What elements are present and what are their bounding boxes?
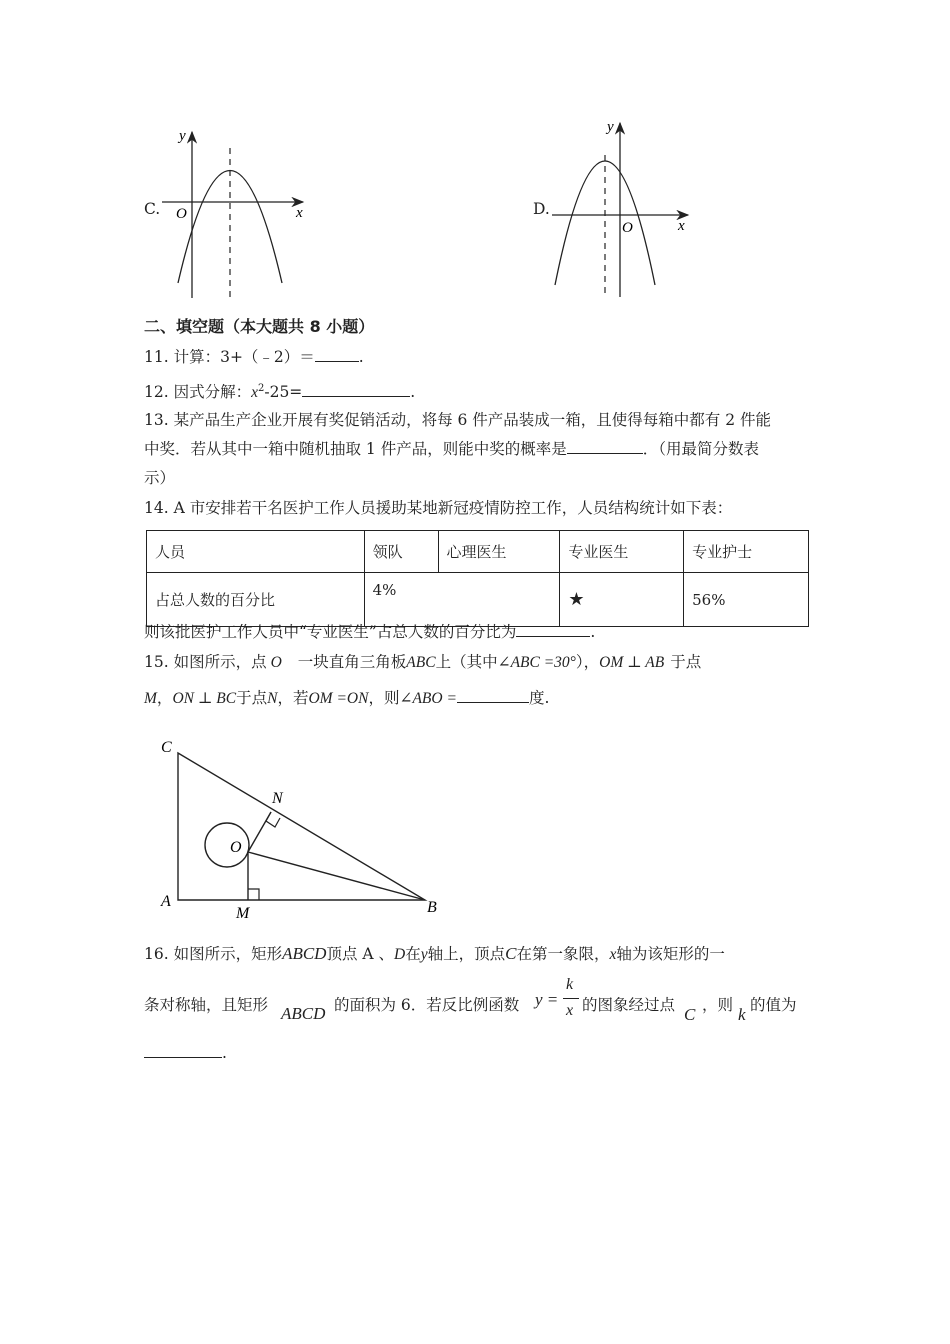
table-cell: 专业护士 <box>684 531 809 573</box>
question-14-intro: 14. A 市安排若干名医护工作人员援助某地新冠疫情防控工作，人员结构统计如下表： <box>144 499 733 517</box>
label-c: C <box>161 739 172 756</box>
point-o-circle <box>205 823 249 867</box>
question-16-line2b: 的面积为 6．若反比例函数 <box>334 996 520 1014</box>
table-cell: 占总人数的百分比 <box>147 573 365 627</box>
option-d-label: D. <box>533 200 550 218</box>
label-o: O <box>230 839 242 856</box>
question-16-abcd: ABCD <box>281 1004 326 1023</box>
question-13-line2: 中奖．若从其中一箱中随机抽取 1 件产品，则能中奖的概率是 ．（用最简分数表 <box>144 440 759 458</box>
right-angle-mark-n <box>266 812 280 827</box>
segment-ob <box>248 852 425 900</box>
fraction-bar <box>563 998 579 999</box>
table-row <box>147 573 809 627</box>
staff-table <box>146 530 809 627</box>
table-cell: 心理医生 <box>438 531 560 573</box>
question-16-answer: . <box>144 1043 227 1063</box>
label-b: B <box>427 899 437 916</box>
question-13-line1: 13. 某产品生产企业开展有奖促销活动，将每 6 件产品装成一箱，且使得每箱中都有 2 件能 <box>144 411 772 429</box>
star-cell: ★ <box>560 573 684 627</box>
axis-x-label: x <box>678 218 685 234</box>
origin-label: O <box>176 206 187 222</box>
triangle-figure <box>150 730 450 925</box>
axis-y-label: y <box>607 119 614 135</box>
table-cell: 领队 <box>364 531 438 573</box>
function-y: y = <box>535 990 559 1009</box>
label-m: M <box>236 905 250 922</box>
table-header-row <box>147 531 809 573</box>
option-c-label: C. <box>144 200 161 218</box>
question-16-k: k <box>738 1005 746 1024</box>
right-angle-mark-m <box>248 889 259 900</box>
question-16-line2a: 条对称轴，且矩形 <box>144 996 269 1014</box>
label-n: N <box>272 790 283 807</box>
option-d-graph <box>550 115 695 300</box>
section-title: 二、填空题（本大题共 8 小题） <box>144 317 375 336</box>
origin-label: O <box>622 220 633 236</box>
table-cell: 专业医生 <box>560 531 684 573</box>
axis-y-label: y <box>179 128 186 144</box>
question-16-line2d: ，则 <box>702 996 734 1014</box>
axis-x-label: x <box>296 205 303 221</box>
question-12: 12. 因式分解：$x^2-25=$ . <box>144 383 416 402</box>
table-cell: 4% <box>364 573 560 627</box>
question-13-line3: 示） <box>144 469 176 487</box>
question-16-point-c: C <box>684 1005 696 1024</box>
table-cell: 56% <box>684 573 809 627</box>
table-cell: 人员 <box>147 531 365 573</box>
fraction-denominator: x <box>566 1002 574 1019</box>
question-14-question: 则该批医护工作人员中“专业医生”占总人数的百分比为 . <box>144 623 596 641</box>
question-16-line1: 16. 如图所示，矩形ABCD顶点 A 、D在y轴上，顶点C在第一象限，x轴为该矩形的一 <box>144 944 725 963</box>
option-c-graph <box>160 120 320 305</box>
label-a: A <box>161 893 171 910</box>
question-11: 11. 计算：3+（﹣2）＝ . <box>144 348 364 366</box>
fraction-numerator: k <box>566 976 574 993</box>
question-16-line2c: 的图象经过点 <box>582 996 676 1014</box>
question-15-line2: M，ON ⊥ BC于点N，若OM =ON，则∠ABO = 度. <box>144 689 550 707</box>
question-15-line1: 15. 如图所示，点 O 一块直角三角板ABC上（其中∠ABC =30°），OM ⊥ AB 于点 <box>144 653 702 671</box>
question-16-line2e: 的值为 <box>750 996 797 1014</box>
